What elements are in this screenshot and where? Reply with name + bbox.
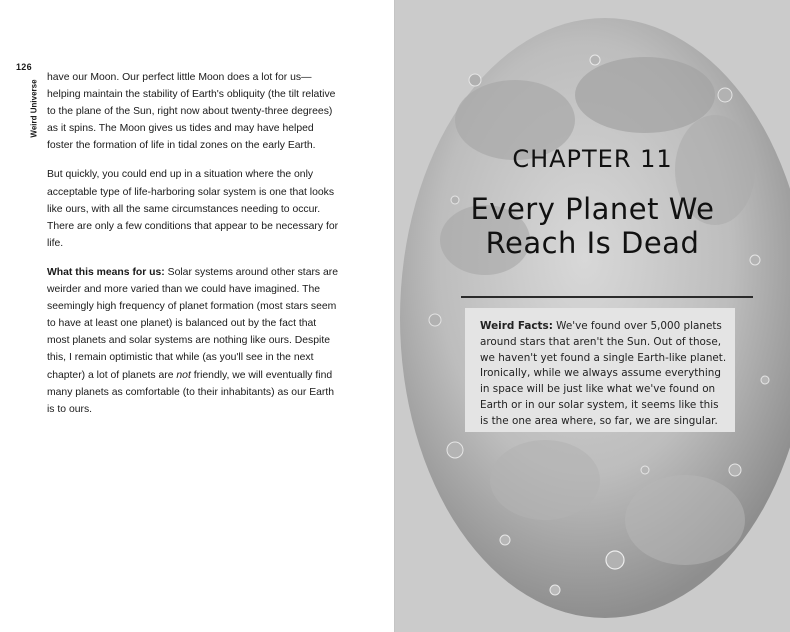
summary-text-2: friendly, we will eventually find many planets as comfortable (to their inhabitants) as our Earth is to ours. — [47, 369, 335, 415]
summary-emphasis: not — [176, 369, 191, 381]
chapter-title-line-1: Every Planet We — [470, 192, 715, 226]
page-number: 126 — [16, 62, 32, 72]
running-head: Weird Universe — [29, 79, 39, 138]
summary-paragraph — [47, 264, 339, 418]
weird-facts-text — [480, 319, 730, 430]
weird-facts-body: We've found over 5,000 planets around stars that aren't the Sun. Out of those, we haven't yet found a single Earth-like planet. Ironically, while we always assume everything in space will be just like what we've found on Earth or in our solar system, it seems like this is the one area where, so far, we are singular. — [480, 320, 727, 427]
chapter-label: CHAPTER 11 — [512, 145, 673, 173]
paragraph-1: have our Moon. Our perfect little Moon does a lot for us—helping maintain the stability of Earth's obliquity (the tilt relative to the plane of the Sun, right now about twenty-three degrees) as it spins. The Moon gives us tides and may have helped foster the formation of life in tidal zones on the early Earth. — [47, 72, 336, 152]
chapter-title-line-2: Reach Is Dead — [485, 226, 700, 260]
chapter-title — [395, 192, 790, 260]
summary-lead: What this means for us: — [47, 266, 165, 278]
body-text — [47, 69, 339, 430]
paragraph-2: But quickly, you could end up in a situation where the only acceptable type of life-harboring solar system is one that looks like ours, with all the same circumstances needing to occur. There are only a few conditions that appear to be necessary for life. — [47, 169, 339, 249]
facts-rule — [461, 296, 753, 298]
right-page — [395, 0, 790, 632]
weird-facts-lead: Weird Facts: — [480, 320, 553, 332]
summary-text-1: Solar systems around other stars are weirder and more varied than we could have imagined. The seemingly high frequency of planet formation (most stars seem to have at least one planet) is balanced out by the fact that most planets and solar systems are nothing like ours. Despite this, I remain optimistic that while (as you'll see in the next chapter) a lot of planets are — [47, 266, 339, 381]
